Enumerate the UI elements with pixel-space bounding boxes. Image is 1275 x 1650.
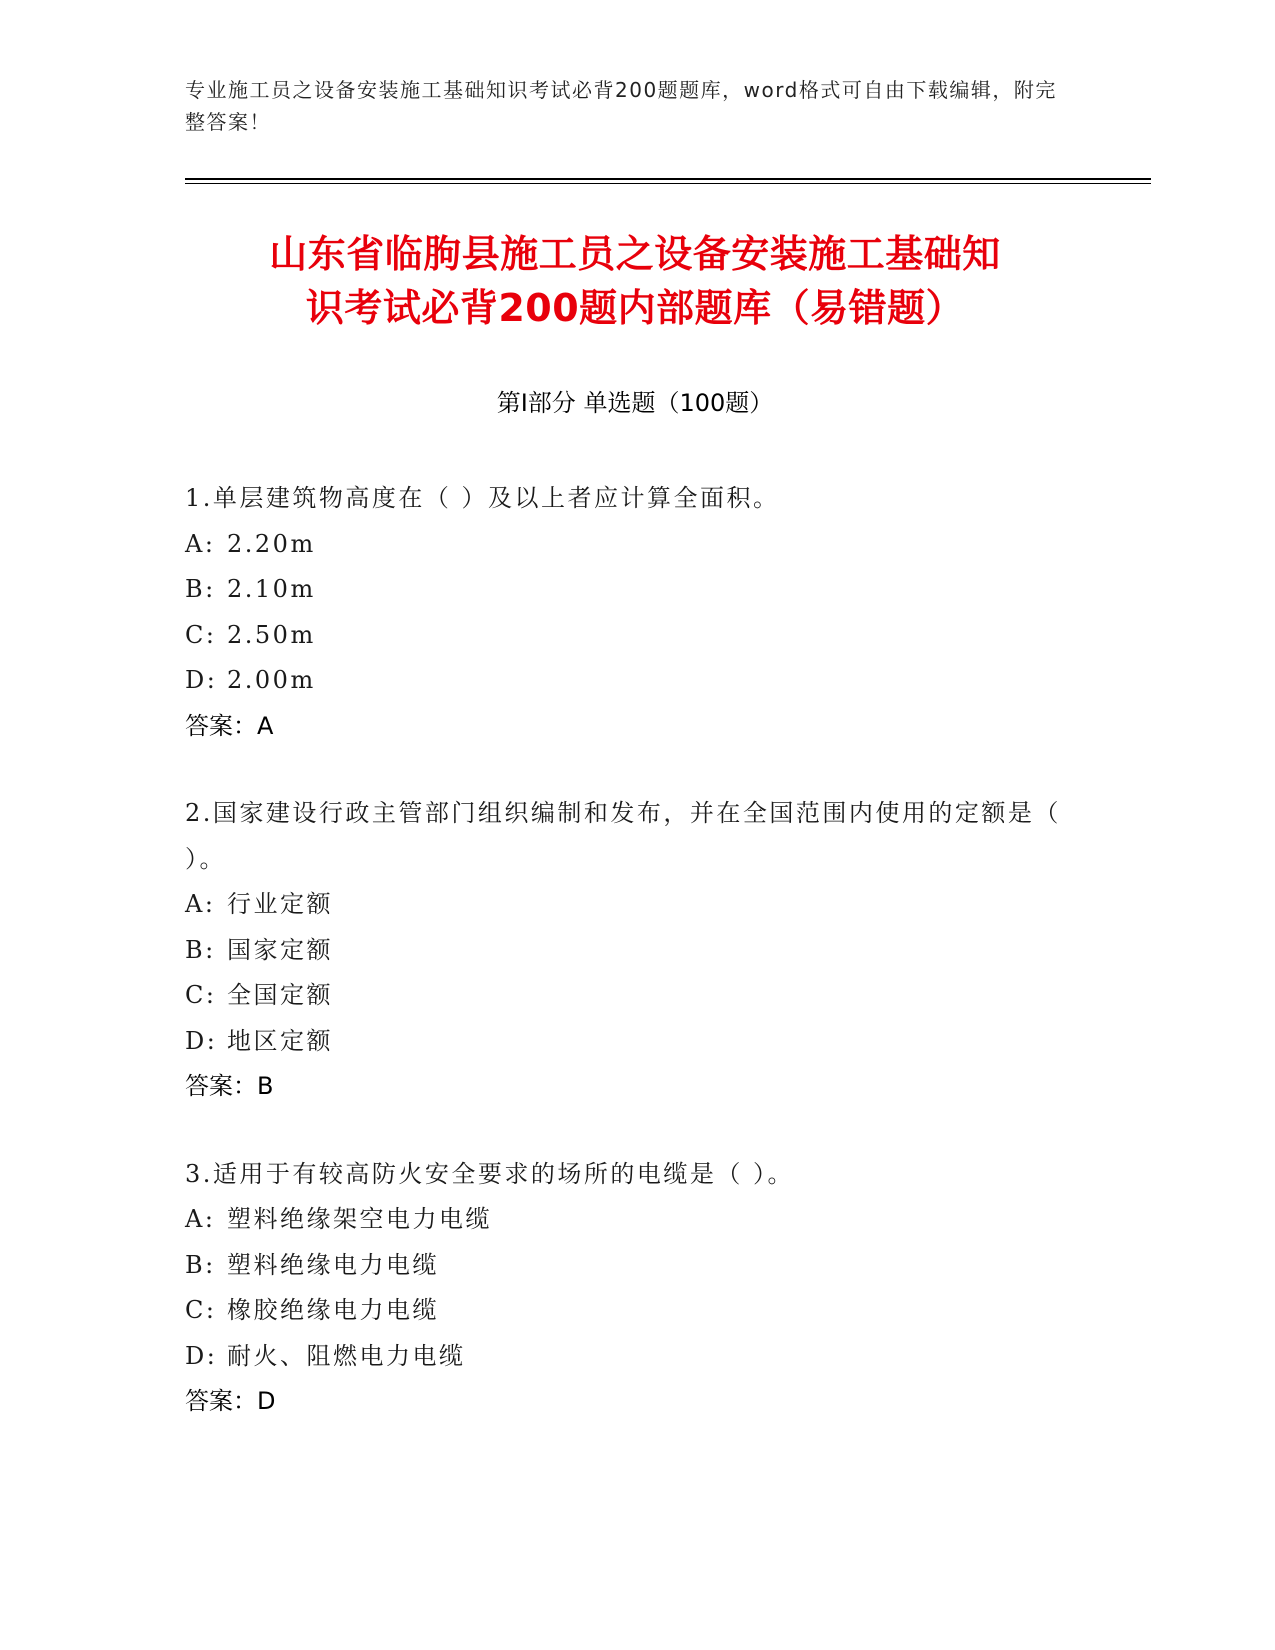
answer: 答案：D [185,1387,276,1415]
question-stem: 3.适用于有较高防火安全要求的场所的电缆是（ ）。 [185,1159,795,1188]
document-title-line-2: 识考试必背200题内部题库（易错题） [305,286,965,330]
answer: 答案：A [185,711,274,740]
header-divider-thick [185,178,1151,180]
option-b [185,928,1065,974]
option-d [185,658,1065,704]
option-letter: C: [185,981,217,1009]
option-d [185,1019,1065,1065]
section-title: 第I部分 单选题（100题） [496,389,774,417]
option-b [185,1243,1065,1289]
option-text: 全国定额 [227,981,333,1009]
option-c [185,613,1065,659]
question-stem: 2.国家建设行政主管部门组织编制和发布，并在全国范围内使用的定额是（ ）。 [185,799,1061,873]
option-letter: B: [185,935,216,964]
option-b [185,567,1065,613]
option-c [185,973,1065,1019]
option-text: 耐火、阻燃电力电缆 [227,1341,466,1370]
option-letter: D: [185,1026,218,1055]
option-text: 2.50m [227,620,316,649]
option-letter: A: [185,1205,216,1233]
option-letter: C: [185,620,217,649]
option-letter: D: [185,1341,218,1370]
option-letter: C: [185,1296,217,1324]
question-stem: 1.单层建筑物高度在（ ）及以上者应计算全面积。 [185,484,780,512]
option-a [185,1197,1065,1243]
document-title-line-1: 山东省临朐县施工员之设备安装施工基础知 [269,232,1001,276]
option-a [185,882,1065,928]
header-divider-thin [185,183,1151,184]
option-letter: B: [185,1250,216,1279]
question-3 [185,1152,1065,1425]
option-text: 橡胶绝缘电力电缆 [227,1296,439,1324]
option-text: 行业定额 [227,890,333,918]
option-text: 地区定额 [227,1026,333,1055]
option-a [185,522,1065,568]
option-text: 2.20m [227,529,316,558]
option-c [185,1288,1065,1334]
option-letter: A: [185,890,216,918]
option-d [185,1334,1065,1380]
question-list [185,476,1065,1467]
question-1 [185,476,1065,749]
option-letter: D: [185,666,218,694]
option-letter: A: [185,529,216,558]
header-note: 专业施工员之设备安装施工基础知识考试必背200题题库，word格式可自由下载编辑，附完整答案！ [185,78,1057,134]
option-letter: B: [185,575,216,603]
option-text: 2.10m [227,575,316,603]
option-text: 塑料绝缘架空电力电缆 [227,1205,492,1233]
document-title [185,227,1085,335]
question-2 [185,791,1065,1110]
answer: 答案：B [185,1072,274,1100]
option-text: 2.00m [227,666,316,694]
option-text: 国家定额 [227,935,333,964]
option-text: 塑料绝缘电力电缆 [227,1250,439,1279]
